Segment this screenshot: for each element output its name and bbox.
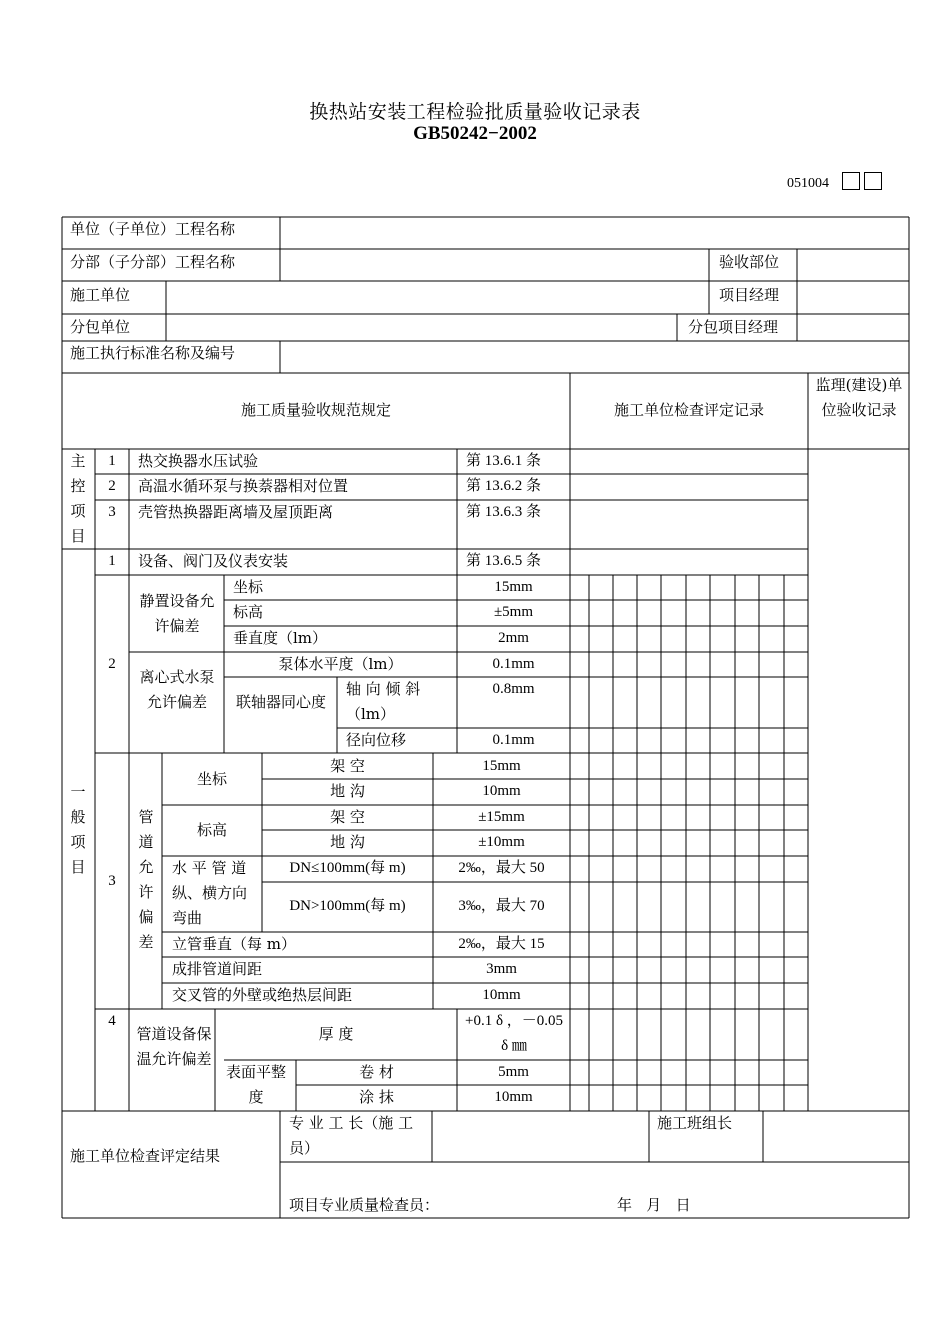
general-item-1-name: 设备、阀门及仪表安装 <box>138 552 289 570</box>
pipe-vertical-value: 2‰，最大 15 <box>458 936 545 952</box>
pump-level-value: 0.1mm <box>492 656 535 672</box>
main-control-label: 主控项目 <box>70 452 86 545</box>
thickness-name: 厚 度 <box>318 1025 354 1043</box>
standard-code: GB50242−2002 <box>413 123 537 144</box>
form-code-box-1[interactable] <box>842 172 860 190</box>
static-coord-value: 15mm <box>494 579 533 595</box>
general-label: 一般项目 <box>70 783 86 876</box>
project-manager-label: 项目经理 <box>719 286 780 304</box>
standard-name-label: 施工执行标准名称及编号 <box>70 344 236 362</box>
main-item-1-clause: 第 13.6.1 条 <box>466 453 542 469</box>
static-vertical-value: 2mm <box>498 630 529 646</box>
main-item-3-no: 3 <box>108 504 116 520</box>
general-item-1-clause: 第 13.6.5 条 <box>466 553 542 569</box>
pipe-bend-large-name: DN>100mm(每 m) <box>289 898 406 914</box>
main-item-3-clause: 第 13.6.3 条 <box>466 504 542 520</box>
main-item-1-no: 1 <box>108 453 116 469</box>
check-result-label: 施工单位检查评定结果 <box>70 1147 221 1165</box>
pipe-spacing-name: 成排管道间距 <box>172 960 263 978</box>
flat-roll-name: 卷 材 <box>359 1063 394 1081</box>
subcontract-manager-label: 分包项目经理 <box>688 318 779 336</box>
radial-value: 0.1mm <box>492 732 535 748</box>
pump-group: 离心式水泵允许偏差 <box>139 668 215 711</box>
pipe-bend-small-value: 2‰，最大 50 <box>458 860 545 876</box>
pipe-coord-trench-name: 地 沟 <box>330 782 365 800</box>
main-item-2-clause: 第 13.6.2 条 <box>466 478 542 494</box>
insulation-group: 管道设备保温允许偏差 <box>136 1025 212 1068</box>
pipe-deviation-group: 管道允许偏差 <box>138 808 154 951</box>
pipe-elev-trench-value: ±10mm <box>478 834 525 850</box>
axial-tilt-name: 轴 向 倾 斜（lm） <box>346 680 421 723</box>
flat-coat-name: 涂 抹 <box>359 1088 394 1106</box>
pipe-elev-label: 标高 <box>196 821 227 839</box>
quality-inspector-label: 项目专业质量检查员： <box>289 1196 440 1214</box>
flat-roll-value: 5mm <box>498 1064 529 1080</box>
main-item-1-name: 热交换器水压试验 <box>138 452 259 470</box>
main-item-2-name: 高温水循环泵与换萘器相对位置 <box>138 477 349 495</box>
form-code: 051004 <box>787 176 829 191</box>
pipe-coord-label: 坐标 <box>196 770 227 788</box>
static-coord-name: 坐标 <box>233 578 264 596</box>
pipe-bend-large-value: 3‰，最大 70 <box>458 898 545 914</box>
acceptance-part-label: 验收部位 <box>719 253 780 271</box>
general-item-2-no: 2 <box>108 656 116 672</box>
foreman-label: 专 业 工 长（施 工 员） <box>289 1114 414 1157</box>
pipe-coord-overhead-value: 15mm <box>482 758 521 774</box>
pipe-spacing-value: 3mm <box>486 961 517 977</box>
main-item-2-no: 2 <box>108 478 116 494</box>
general-item-1-no: 1 <box>108 553 116 569</box>
static-elev-value: ±5mm <box>493 604 534 620</box>
axial-tilt-value: 0.8mm <box>492 681 535 697</box>
pipe-elev-overhead-name: 架 空 <box>330 808 365 826</box>
unit-project-name-label: 单位（子单位）工程名称 <box>70 220 236 238</box>
flat-coat-value: 10mm <box>494 1089 533 1105</box>
pipe-vertical-name: 立管垂直（每 m） <box>172 935 296 953</box>
sign-date: 年 月 日 <box>617 1196 691 1214</box>
spec-header: 施工质量验收规范规定 <box>240 401 391 419</box>
pipe-coord-overhead-name: 架 空 <box>330 757 365 775</box>
main-item-3-name: 壳管热换器距离墙及屋顶距离 <box>138 503 334 521</box>
radial-name: 径向位移 <box>346 731 407 749</box>
construction-unit-label: 施工单位 <box>70 286 131 304</box>
general-item-3-no: 3 <box>108 873 116 889</box>
coupling-group: 联轴器同心度 <box>235 693 326 711</box>
static-equipment-group: 静置设备允许偏差 <box>139 592 215 635</box>
general-item-4-no: 4 <box>108 1013 116 1029</box>
flatness-label: 表面平整度 <box>225 1063 286 1106</box>
form-code-box-2[interactable] <box>864 172 882 190</box>
pipe-bend-label: 水 平 管 道 纵、横方向弯曲 <box>172 859 248 927</box>
check-record-header: 施工单位检查评定记录 <box>613 401 764 419</box>
pipe-elev-overhead-value: ±15mm <box>478 809 525 825</box>
form-title: 换热站安装工程检验批质量验收记录表 <box>309 101 641 123</box>
pump-level-name: 泵体水平度（lm） <box>278 655 403 673</box>
supervision-header: 监理(建设)单位验收记录 <box>815 376 903 419</box>
static-vertical-name: 垂直度（lm） <box>233 629 328 647</box>
pipe-cross-name: 交叉管的外壁或绝热层间距 <box>172 986 353 1004</box>
pipe-elev-trench-name: 地 沟 <box>330 833 365 851</box>
static-elev-name: 标高 <box>233 603 264 621</box>
subcontract-unit-label: 分包单位 <box>70 318 131 336</box>
thickness-value: +0.1 δ ，－0.05 δ ㎜ <box>464 1013 564 1054</box>
pipe-cross-value: 10mm <box>482 987 521 1003</box>
pipe-bend-small-name: DN≤100mm(每 m) <box>289 860 406 876</box>
pipe-coord-trench-value: 10mm <box>482 783 521 799</box>
sub-project-name-label: 分部（子分部）工程名称 <box>70 253 236 271</box>
team-leader-label: 施工班组长 <box>657 1114 733 1132</box>
